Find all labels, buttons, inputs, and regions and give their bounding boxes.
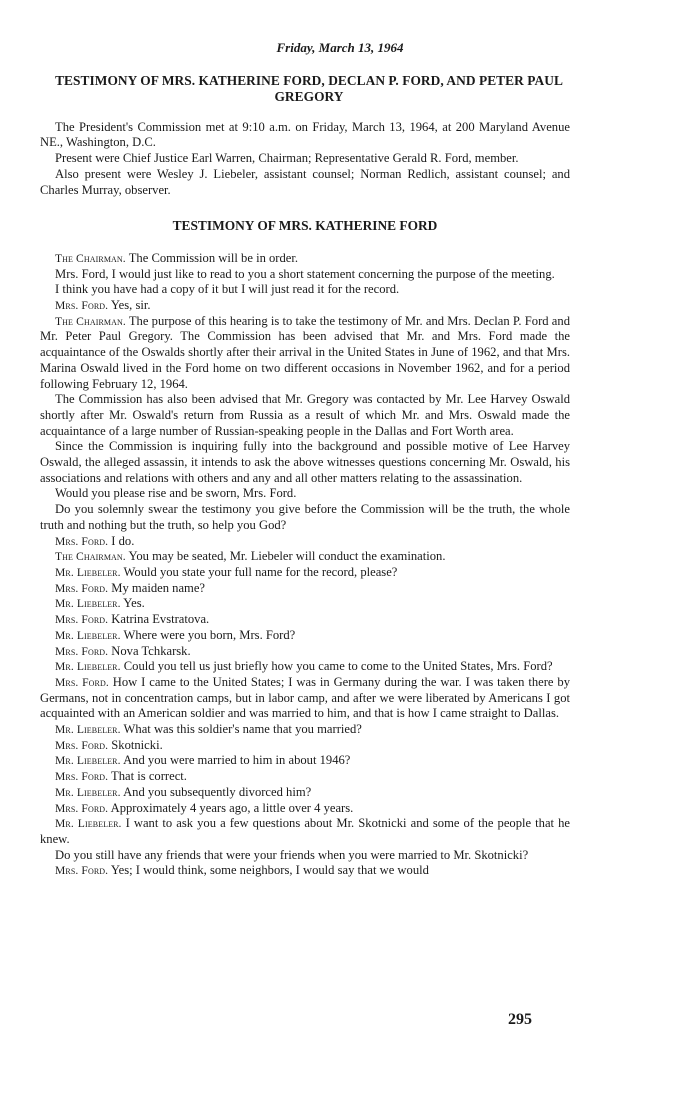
paragraph-text: The purpose of this hearing is to take the testimony of Mr. and Mrs. Declan P. Ford and Mr. Peter Paul Gregory. The Commission has been advised that Mr. and Mrs. Ford made the acquaintance of the Oswalds shortly after their arrival in the United States in June of 1962, and that Mrs. Marina Oswald lived in the Ford home on two different occasions in November 1962, and for a period following February 12, 1964. — [40, 313, 570, 391]
paragraph-text: Yes. — [120, 596, 145, 611]
testimony-paragraph — [40, 848, 570, 864]
speaker-name: Mrs. Ford. — [55, 299, 109, 313]
speaker-name: Mrs. Ford. — [55, 801, 109, 815]
intro-block — [40, 120, 570, 199]
intro-paragraph: Also present were Wesley J. Liebeler, assistant counsel; Norman Redlich, assistant counsel; and Charles Murray, observer. — [40, 166, 570, 197]
page-title: TESTIMONY OF MRS. KATHERINE FORD, DECLAN P. FORD, AND PETER PAUL GREGORY — [55, 72, 563, 104]
paragraph-text: And you were married to him in about 1946? — [120, 753, 351, 768]
paragraph-text: Yes; I would think, some neighbors, I would say that we would — [108, 863, 429, 878]
testimony-paragraph — [40, 549, 570, 565]
paragraph-text: Mrs. Ford, I would just like to read to you a short statement concerning the purpose of the meeting. — [55, 266, 555, 281]
page-number: 295 — [508, 1011, 532, 1028]
paragraph-text: I think you have had a copy of it but I will just read it for the record. — [55, 282, 400, 297]
paragraph-text: Nova Tchkarsk. — [108, 643, 191, 658]
speaker-name: Mr. Liebeler. — [55, 597, 121, 611]
testimony-paragraph — [40, 565, 570, 581]
speaker-name: The Chairman. — [55, 550, 126, 564]
testimony-paragraph — [40, 392, 570, 439]
paragraph-text: Skotnicki. — [108, 737, 163, 752]
speaker-name: Mrs. Ford. — [55, 675, 109, 689]
paragraph-text: How I came to the United States; I was in Germany during the war. I was taken there by Germans, not in concentration camps, but in labor camp, and after we were liberated by Americans I got acquainted with an American soldier and was married to him, and that is how I came straight to Dallas. — [40, 674, 570, 721]
testimony-paragraph — [40, 282, 570, 298]
speaker-name: The Chairman. — [55, 251, 126, 265]
paragraph-text: Since the Commission is inquiring fully into the background and possible motive of Lee Harvey Oswald, the alleged assassin, it intends to ask the above witnesses questions concerning Mr. Oswald, his associations and relations with others and any and all other matters relating to the assassination. — [40, 439, 570, 485]
speaker-name: Mrs. Ford. — [55, 770, 109, 784]
testimony-paragraph — [40, 753, 570, 769]
paragraph-text: Do you solemnly swear the testimony you give before the Commission will be the truth, the whole truth and nothing but the truth, so help you God? — [40, 502, 570, 532]
speaker-name: Mrs. Ford. — [55, 581, 109, 595]
paragraph-text: Would you state your full name for the record, please? — [120, 564, 398, 579]
testimony-body — [40, 251, 570, 879]
testimony-paragraph — [40, 251, 570, 267]
speaker-name: The Chairman. — [55, 314, 126, 328]
speaker-name: Mrs. Ford. — [55, 864, 109, 878]
paragraph-text: What was this soldier's name that you married? — [120, 722, 362, 737]
testimony-paragraph — [40, 439, 570, 486]
testimony-paragraph — [40, 659, 570, 675]
paragraph-text: The Commission has also been advised that Mr. Gregory was contacted by Mr. Lee Harvey Oswald shortly after Mr. Oswald's return from Russia as a result of which Mr. and Mrs. Oswald made the acquaintance of a large number of Russian-speaking people in the Dallas and Fort Worth area. — [40, 392, 570, 438]
testimony-paragraph — [40, 628, 570, 644]
testimony-paragraph — [40, 785, 570, 801]
testimony-paragraph — [40, 267, 570, 283]
speaker-name: Mrs. Ford. — [55, 613, 109, 627]
document-page — [40, 40, 570, 879]
paragraph-text: My maiden name? — [108, 580, 206, 595]
testimony-paragraph — [40, 738, 570, 754]
speaker-name: Mr. Liebeler. — [55, 723, 121, 737]
paragraph-text: Yes, sir. — [108, 298, 151, 313]
paragraph-text: Do you still have any friends that were your friends when you were married to Mr. Skotnicki? — [55, 847, 529, 862]
speaker-name: Mr. Liebeler. — [55, 817, 122, 831]
speaker-name: Mr. Liebeler. — [55, 785, 121, 799]
paragraph-text: I do. — [108, 533, 135, 548]
testimony-paragraph — [40, 675, 570, 722]
speaker-name: Mr. Liebeler. — [55, 565, 121, 579]
paragraph-text: Approximately 4 years ago, a little over 4 years. — [108, 800, 354, 815]
testimony-paragraph — [40, 486, 570, 502]
speaker-name: Mrs. Ford. — [55, 534, 109, 548]
testimony-paragraph — [40, 502, 570, 533]
paragraph-text: The Commission will be in order. — [125, 250, 299, 265]
testimony-paragraph — [40, 769, 570, 785]
speaker-name: Mr. Liebeler. — [55, 754, 121, 768]
paragraph-text: And you subsequently divorced him? — [120, 784, 312, 799]
testimony-paragraph — [40, 644, 570, 660]
testimony-paragraph — [40, 612, 570, 628]
testimony-paragraph — [40, 581, 570, 597]
speaker-name: Mr. Liebeler. — [55, 628, 121, 642]
paragraph-text: You may be seated, Mr. Liebeler will conduct the examination. — [125, 549, 446, 564]
paragraph-text: Where were you born, Mrs. Ford? — [120, 627, 296, 642]
paragraph-text: That is correct. — [108, 769, 187, 784]
speaker-name: Mr. Liebeler. — [55, 660, 121, 674]
intro-paragraph: The President's Commission met at 9:10 a.m. on Friday, March 13, 1964, at 200 Maryland Avenue NE., Washington, D.C. — [40, 119, 570, 150]
paragraph-text: Could you tell us just briefly how you came to come to the United States, Mrs. Ford? — [120, 659, 553, 674]
header-date: Friday, March 13, 1964 — [276, 40, 404, 55]
testimony-paragraph — [40, 314, 570, 393]
paragraph-text: Katrina Evstratova. — [108, 612, 210, 627]
testimony-paragraph — [40, 801, 570, 817]
section-heading: TESTIMONY OF MRS. KATHERINE FORD — [172, 218, 438, 234]
speaker-name: Mrs. Ford. — [55, 644, 109, 658]
testimony-paragraph — [40, 596, 570, 612]
speaker-name: Mrs. Ford. — [55, 738, 109, 752]
paragraph-text: I want to ask you a few questions about Mr. Skotnicki and some of the people that he knew. — [40, 816, 571, 846]
intro-paragraph: Present were Chief Justice Earl Warren, Chairman; Representative Gerald R. Ford, member. — [55, 151, 519, 166]
testimony-paragraph — [40, 816, 570, 847]
testimony-paragraph — [40, 534, 570, 550]
testimony-paragraph — [40, 298, 570, 314]
testimony-paragraph — [40, 863, 570, 879]
testimony-paragraph — [40, 722, 570, 738]
paragraph-text: Would you please rise and be sworn, Mrs. Ford. — [55, 486, 297, 501]
